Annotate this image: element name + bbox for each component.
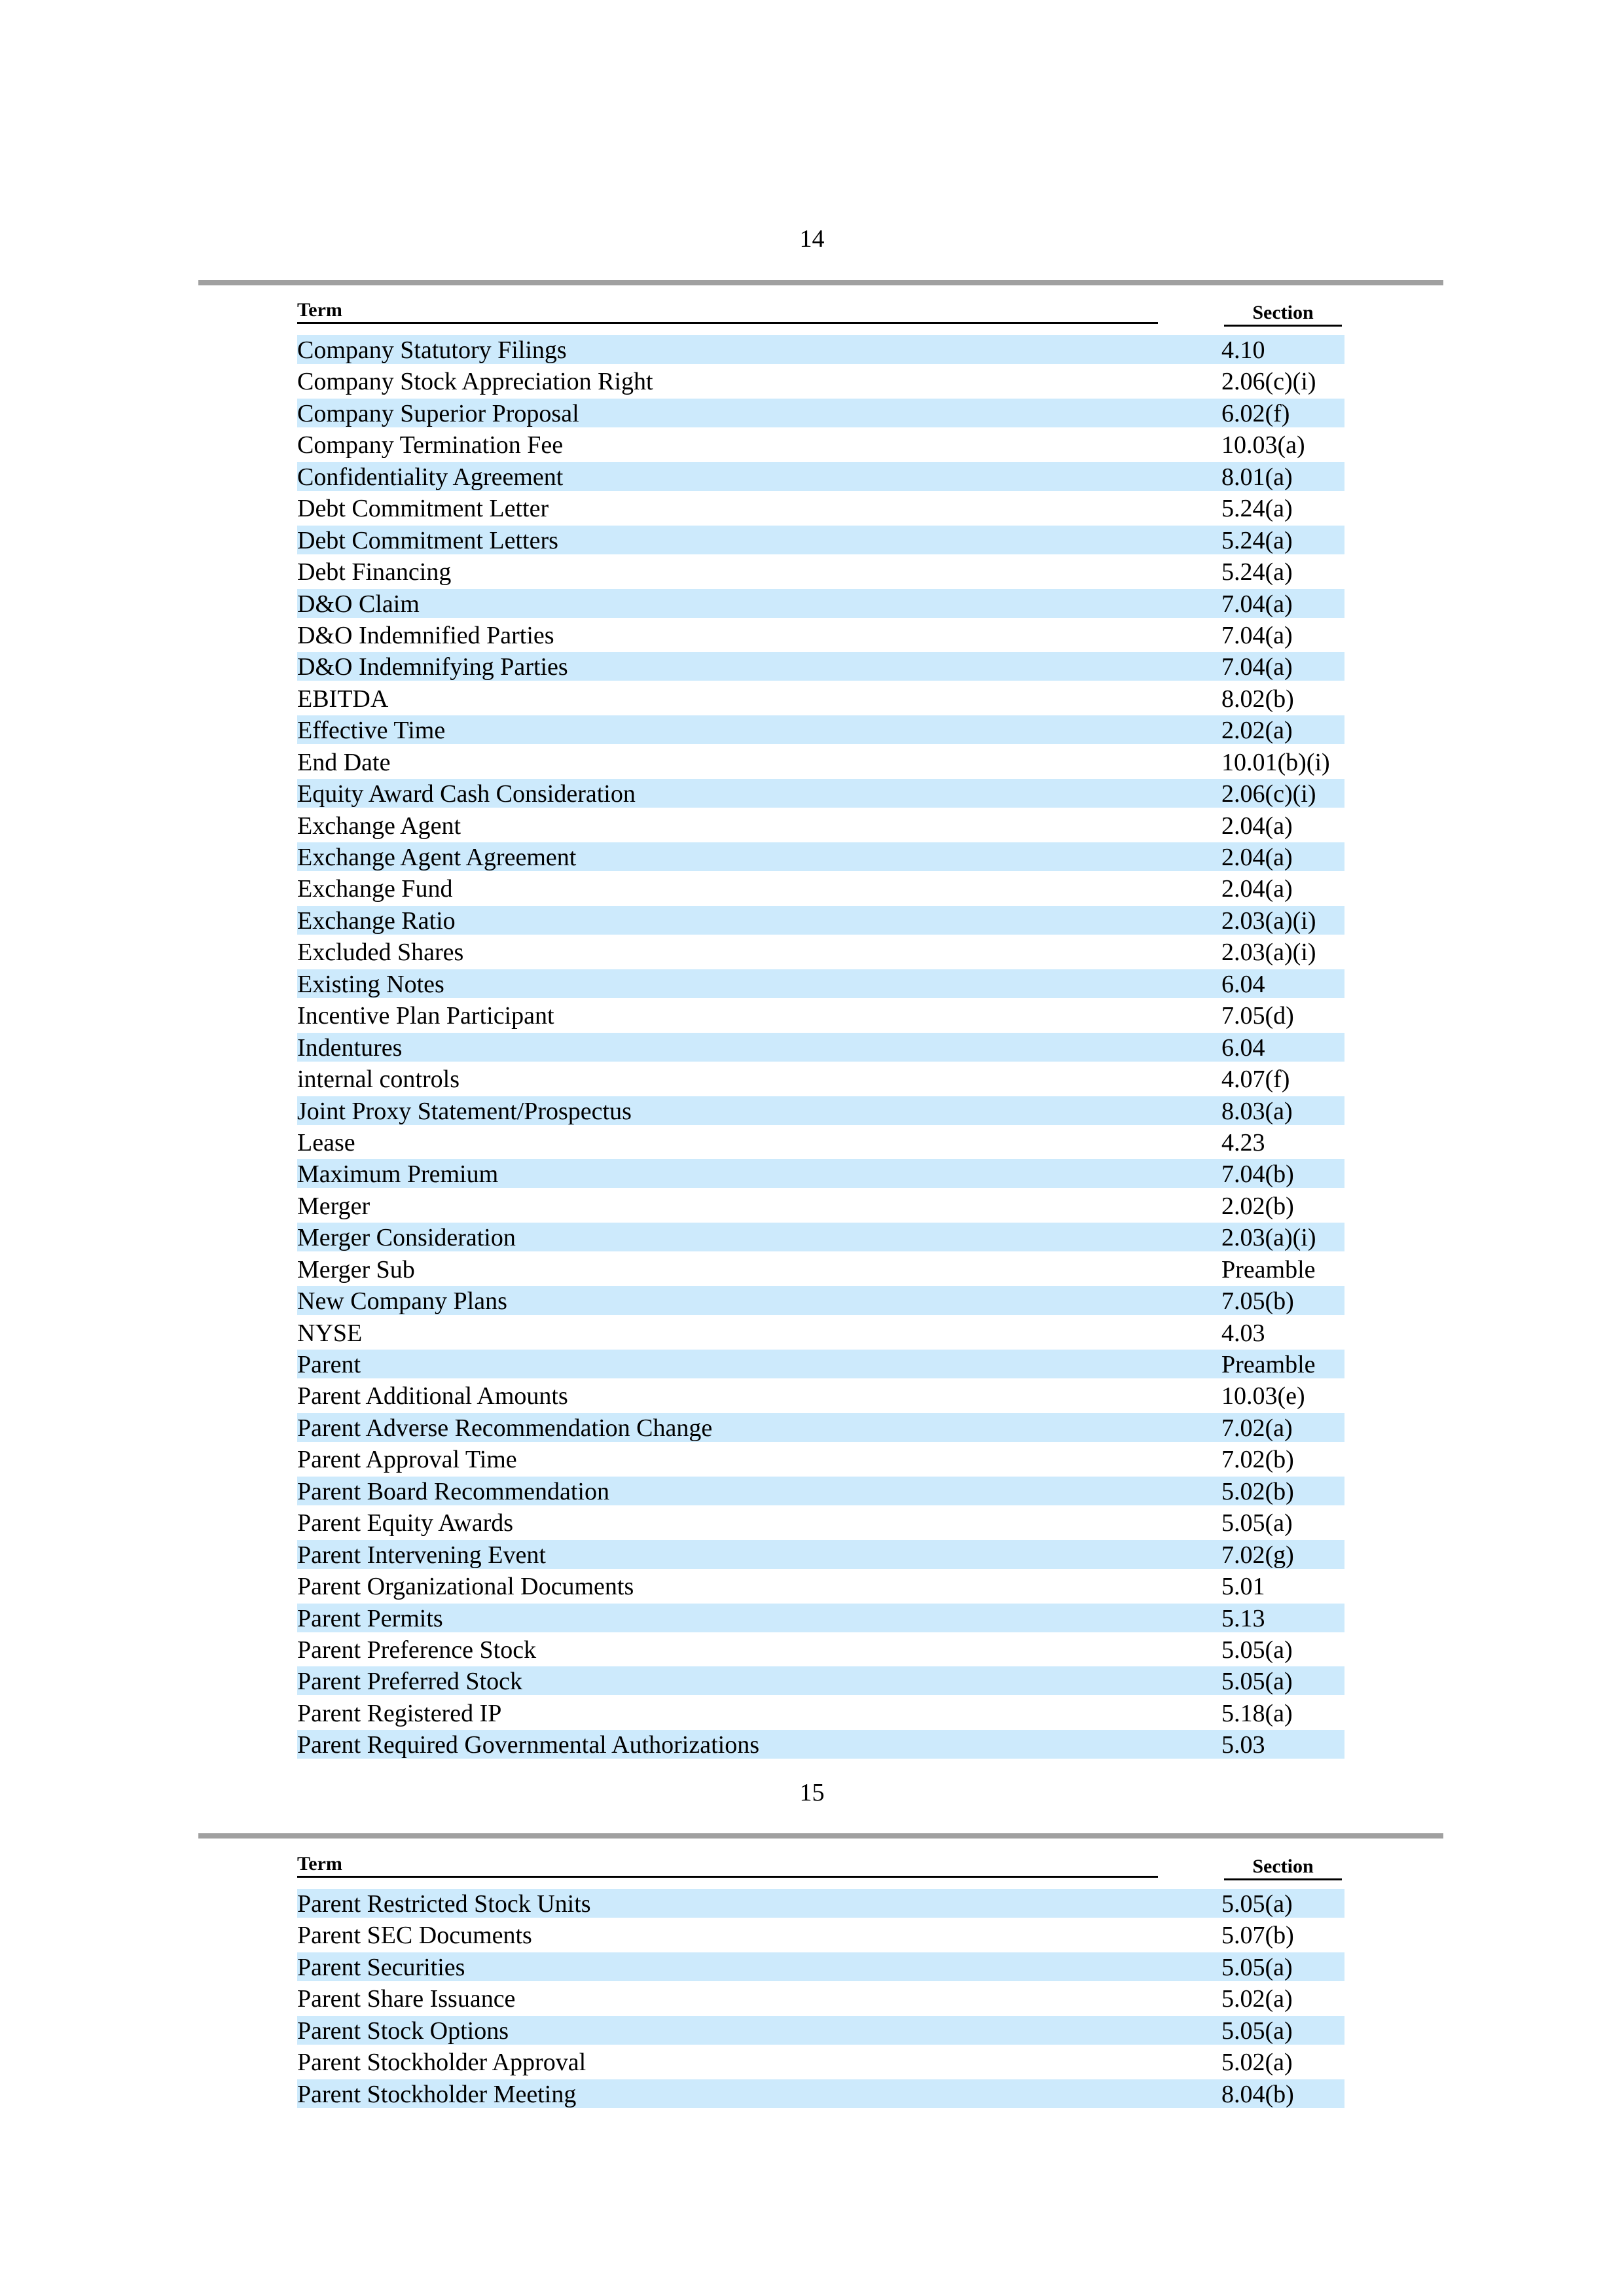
section-cell: 5.05(a)	[1221, 1953, 1293, 1981]
table-row	[297, 778, 1344, 809]
table-row	[297, 999, 1344, 1031]
section-cell: 5.02(b)	[1221, 1477, 1294, 1505]
table-row	[297, 1221, 1344, 1253]
term-column-header: Term	[297, 1852, 1158, 1878]
section-cell: Preamble	[1221, 1255, 1316, 1283]
table-row	[297, 1412, 1344, 1443]
term-cell: Parent Stockholder Approval	[297, 2049, 586, 2077]
term-cell: Joint Proxy Statement/Prospectus	[297, 1097, 632, 1125]
row-background	[297, 1604, 1344, 1632]
section-cell: 2.04(a)	[1221, 812, 1293, 840]
section-cell: 10.01(b)(i)	[1221, 748, 1330, 776]
term-column-header: Term	[297, 298, 1158, 324]
page-divider	[198, 280, 1443, 285]
section-cell: 2.03(a)(i)	[1221, 906, 1316, 935]
section-cell: 6.02(f)	[1221, 399, 1290, 427]
section-cell: 7.05(b)	[1221, 1287, 1294, 1316]
index-table	[297, 293, 1344, 1761]
term-cell: Debt Financing	[297, 558, 452, 586]
term-cell: Company Statutory Filings	[297, 336, 567, 364]
section-cell: 5.18(a)	[1221, 1699, 1293, 1727]
term-cell: New Company Plans	[297, 1287, 507, 1316]
section-cell: 7.04(a)	[1221, 621, 1293, 649]
term-cell: Maximum Premium	[297, 1160, 499, 1189]
term-cell: Merger Consideration	[297, 1224, 516, 1252]
section-cell: 2.02(a)	[1221, 717, 1293, 745]
section-cell: 5.05(a)	[1221, 1636, 1293, 1664]
term-cell: D&O Indemnifying Parties	[297, 653, 568, 681]
section-column-header: Section	[1224, 1855, 1342, 1880]
section-cell: 6.04	[1221, 1033, 1265, 1062]
table-row	[297, 905, 1344, 936]
table-body	[297, 1888, 1344, 2109]
term-cell: EBITDA	[297, 685, 389, 713]
term-cell: NYSE	[297, 1319, 363, 1347]
table-row	[297, 810, 1344, 841]
table-row	[297, 1475, 1344, 1507]
page-divider	[198, 1833, 1443, 1839]
row-background	[297, 1255, 1344, 1283]
table-row	[297, 651, 1344, 682]
term-cell: Indentures	[297, 1033, 403, 1062]
table-row	[297, 1285, 1344, 1316]
term-cell: Equity Award Cash Consideration	[297, 780, 636, 808]
term-cell: internal controls	[297, 1066, 460, 1094]
term-cell: Parent Restricted Stock Units	[297, 1890, 591, 1918]
table-row	[297, 1507, 1344, 1538]
section-cell: 5.05(a)	[1221, 2017, 1293, 2045]
term-cell: Incentive Plan Participant	[297, 1002, 554, 1030]
section-cell: 10.03(e)	[1221, 1382, 1305, 1410]
term-cell: Merger Sub	[297, 1255, 415, 1283]
table-row	[297, 1317, 1344, 1348]
section-cell: 5.24(a)	[1221, 558, 1293, 586]
section-cell: 2.06(c)(i)	[1221, 368, 1316, 396]
index-table	[297, 1847, 1344, 2109]
term-cell: Lease	[297, 1128, 355, 1157]
term-cell: Excluded Shares	[297, 939, 464, 967]
term-cell: Parent Required Governmental Authorizations	[297, 1731, 759, 1759]
table-row	[297, 1919, 1344, 1950]
table-row	[297, 1729, 1344, 1760]
section-cell: 5.05(a)	[1221, 1890, 1293, 1918]
term-cell: Exchange Ratio	[297, 906, 456, 935]
term-cell: Confidentiality Agreement	[297, 463, 564, 491]
table-row	[297, 714, 1344, 745]
section-column-header: Section	[1224, 301, 1342, 327]
row-background	[297, 969, 1344, 998]
term-cell: Merger	[297, 1192, 370, 1220]
section-cell: 7.05(d)	[1221, 1002, 1294, 1030]
term-cell: End Date	[297, 748, 391, 776]
section-cell: 5.24(a)	[1221, 526, 1293, 554]
term-cell: Exchange Agent	[297, 812, 461, 840]
section-cell: 2.04(a)	[1221, 875, 1293, 903]
section-cell: 7.02(a)	[1221, 1414, 1293, 1442]
section-cell: 6.04	[1221, 970, 1265, 998]
term-cell: Exchange Agent Agreement	[297, 844, 577, 871]
term-cell: Existing Notes	[297, 970, 444, 998]
section-cell: 7.02(g)	[1221, 1541, 1294, 1569]
table-row	[297, 1063, 1344, 1094]
section-cell: 5.05(a)	[1221, 1509, 1293, 1537]
section-cell: 8.04(b)	[1221, 2080, 1294, 2108]
row-background	[297, 715, 1344, 744]
section-cell: 8.03(a)	[1221, 1097, 1293, 1125]
term-cell: Company Stock Appreciation Right	[297, 368, 653, 396]
row-background	[297, 1318, 1344, 1347]
row-background	[297, 589, 1344, 618]
row-background	[297, 1191, 1344, 1220]
table-row	[297, 841, 1344, 872]
table-row	[297, 397, 1344, 429]
section-cell: 5.01	[1221, 1573, 1265, 1601]
term-cell: Parent Stock Options	[297, 2017, 509, 2045]
term-cell: Company Superior Proposal	[297, 399, 579, 427]
page-number: 14	[799, 225, 825, 253]
term-cell: Exchange Fund	[297, 875, 453, 903]
table-row	[297, 556, 1344, 587]
section-cell: 10.03(a)	[1221, 431, 1305, 459]
table-row	[297, 936, 1344, 967]
table-row	[297, 1380, 1344, 1411]
term-cell: D&O Claim	[297, 590, 420, 618]
term-cell: Debt Commitment Letters	[297, 526, 558, 554]
section-cell: 7.04(b)	[1221, 1160, 1294, 1189]
row-background	[297, 747, 1344, 776]
table-row	[297, 524, 1344, 556]
page-number: 15	[799, 1779, 825, 1806]
row-background	[297, 684, 1344, 713]
table-header	[297, 1847, 1344, 1888]
section-cell: 7.02(b)	[1221, 1446, 1294, 1474]
table-row	[297, 461, 1344, 492]
section-cell: 4.10	[1221, 336, 1265, 364]
section-cell: 4.03	[1221, 1319, 1265, 1347]
section-cell: 2.03(a)(i)	[1221, 939, 1316, 967]
section-cell: 5.07(b)	[1221, 1922, 1294, 1950]
term-cell: Parent SEC Documents	[297, 1922, 532, 1950]
term-cell: Parent Registered IP	[297, 1699, 502, 1727]
table-row	[297, 1634, 1344, 1665]
row-background	[297, 557, 1344, 586]
table-row	[297, 365, 1344, 397]
section-cell: 2.03(a)(i)	[1221, 1224, 1316, 1252]
table-row	[297, 2078, 1344, 2109]
term-cell: Parent Organizational Documents	[297, 1573, 634, 1601]
table-row	[297, 1126, 1344, 1158]
section-cell: 7.04(a)	[1221, 653, 1293, 681]
table-row	[297, 334, 1344, 365]
section-cell: 8.01(a)	[1221, 463, 1293, 491]
section-cell: 4.23	[1221, 1128, 1265, 1157]
section-cell: 5.05(a)	[1221, 1668, 1293, 1696]
table-row	[297, 1539, 1344, 1570]
table-body	[297, 334, 1344, 1761]
table-row	[297, 1190, 1344, 1221]
table-row	[297, 1443, 1344, 1475]
row-background	[297, 1128, 1344, 1157]
section-cell: 2.02(b)	[1221, 1192, 1294, 1220]
table-row	[297, 619, 1344, 651]
table-row	[297, 1348, 1344, 1380]
table-row	[297, 1697, 1344, 1729]
table-row	[297, 1665, 1344, 1696]
term-cell: Parent Adverse Recommendation Change	[297, 1414, 713, 1442]
row-background	[297, 1350, 1344, 1378]
table-row	[297, 1095, 1344, 1126]
table-row	[297, 492, 1344, 524]
table-row	[297, 1158, 1344, 1189]
table-header	[297, 293, 1344, 334]
term-cell: Debt Commitment Letter	[297, 495, 549, 523]
term-cell: Parent Preference Stock	[297, 1636, 537, 1664]
table-row	[297, 1602, 1344, 1634]
section-cell: 5.13	[1221, 1604, 1265, 1632]
table-row	[297, 968, 1344, 999]
term-cell: Parent Additional Amounts	[297, 1382, 568, 1410]
table-row	[297, 1888, 1344, 1919]
term-cell: Effective Time	[297, 717, 446, 745]
row-background	[297, 1033, 1344, 1062]
term-cell: Parent Intervening Event	[297, 1541, 546, 1569]
section-cell: Preamble	[1221, 1351, 1316, 1378]
section-cell: 2.06(c)(i)	[1221, 780, 1316, 808]
section-cell: 5.02(a)	[1221, 2049, 1293, 2077]
term-cell: Parent Securities	[297, 1953, 465, 1981]
row-background	[297, 874, 1344, 903]
section-cell: 5.24(a)	[1221, 495, 1293, 523]
term-cell: Parent Approval Time	[297, 1446, 517, 1474]
table-row	[297, 588, 1344, 619]
section-cell: 5.02(a)	[1221, 1985, 1293, 2013]
table-row	[297, 746, 1344, 778]
table-row	[297, 683, 1344, 714]
table-row	[297, 872, 1344, 904]
section-cell: 8.02(b)	[1221, 685, 1294, 713]
table-row	[297, 2015, 1344, 2046]
table-row	[297, 429, 1344, 460]
section-cell: 4.07(f)	[1221, 1066, 1290, 1094]
term-cell: Parent Permits	[297, 1604, 443, 1632]
term-cell: Parent Preferred Stock	[297, 1668, 522, 1696]
table-row	[297, 1570, 1344, 1602]
term-cell: Parent Board Recommendation	[297, 1477, 609, 1505]
section-cell: 7.04(a)	[1221, 590, 1293, 618]
term-cell: Parent Equity Awards	[297, 1509, 514, 1537]
section-cell: 2.04(a)	[1221, 844, 1293, 871]
term-cell: Parent	[297, 1351, 361, 1378]
table-row	[297, 1951, 1344, 1982]
table-row	[297, 2046, 1344, 2077]
term-cell: Parent Share Issuance	[297, 1985, 516, 2013]
term-cell: Company Termination Fee	[297, 431, 564, 459]
term-cell: Parent Stockholder Meeting	[297, 2080, 577, 2108]
table-row	[297, 1253, 1344, 1285]
table-row	[297, 1982, 1344, 2014]
section-cell: 5.03	[1221, 1731, 1265, 1759]
table-row	[297, 1031, 1344, 1063]
term-cell: D&O Indemnified Parties	[297, 621, 554, 649]
